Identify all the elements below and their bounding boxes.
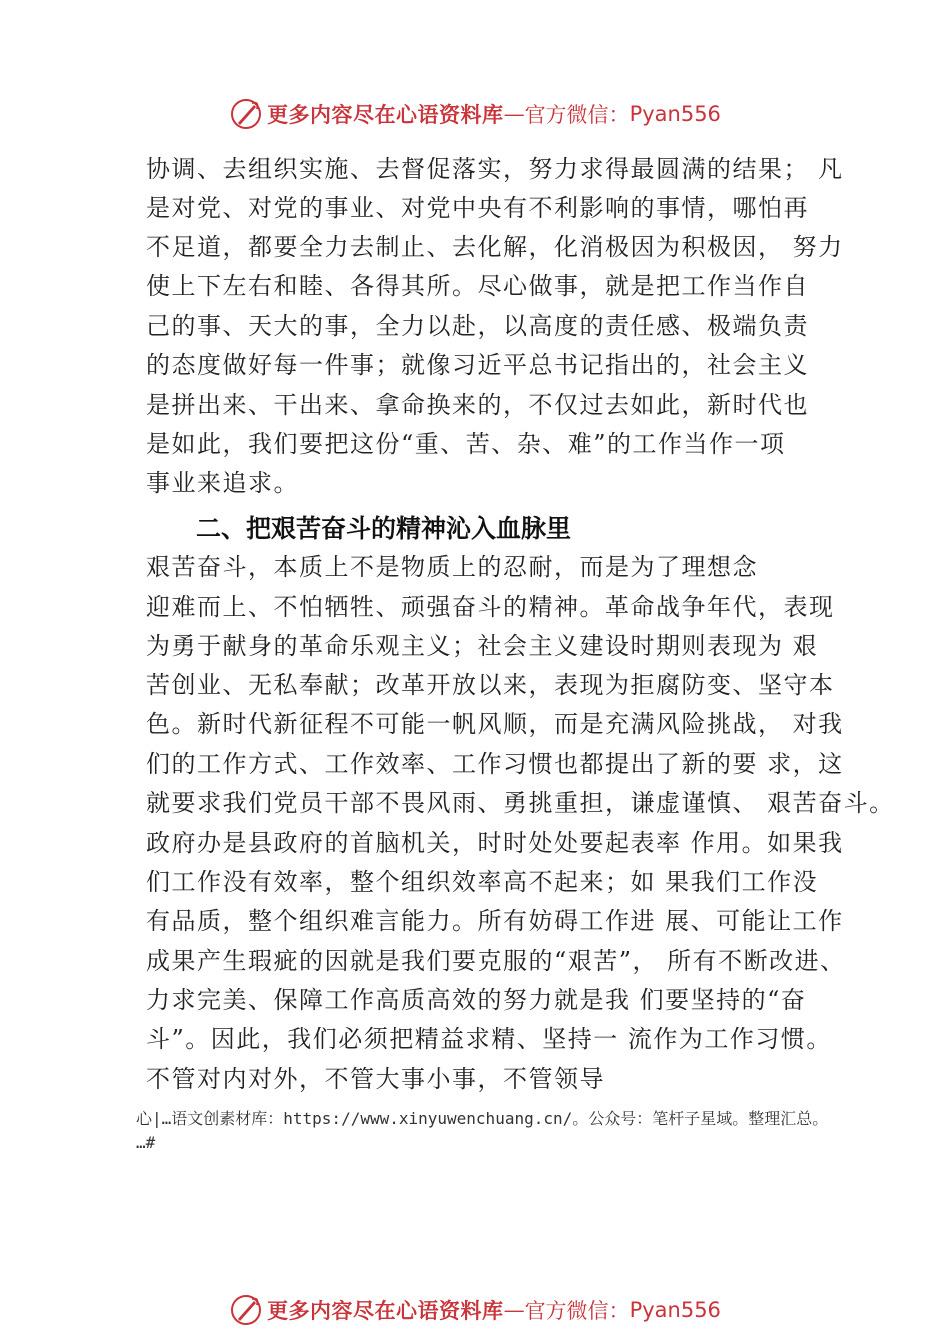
banner-brand: 更多内容尽在心语资料库	[267, 102, 504, 127]
text-line: 成果产生瑕疵的因就是我们要克服的“艰苦”， 所有不断改进、	[146, 947, 846, 975]
text-line: 迎难而上、不怕牺牲、顽强奋斗的精神。革命战争年代，表现	[146, 593, 835, 621]
text-line: 们工作没有效率，整个组织效率高不起来；如 果我们工作没	[146, 868, 819, 896]
quill-pen-logo-icon	[229, 97, 263, 131]
text-line: 们的工作方式、工作效率、工作习惯也都提出了新的要 求，这	[146, 750, 844, 778]
source-note-line-1: 心|…语文创素材库：https://www.xinyuwenchuang.cn/。公众号：笔杆子星域。整理汇总。	[136, 1109, 829, 1128]
banner-dash: —	[503, 1298, 525, 1322]
banner-brand: 更多内容尽在心语资料库	[267, 1298, 504, 1323]
text-line: 力求完美、保障工作高质高效的努力就是我 们要坚持的“奋	[146, 986, 807, 1014]
text-line: 是拼出来、干出来、拿命换来的，不仅过去如此，新时代也	[146, 391, 809, 419]
text-line: 使上下左右和睦、各得其所。尽心做事，就是把工作当作自	[146, 272, 809, 300]
text-line: 是对党、对党的事业、对党中央有不利影响的事情，哪怕再	[146, 194, 809, 222]
text-line: 就要求我们党员干部不畏风雨、勇挑重担，谦虚谨慎、 艰苦奋斗。	[146, 789, 895, 817]
text-line: 是如此，我们要把这份“重、苦、杂、难”的工作当作一项	[146, 430, 786, 458]
banner-wechat-label: 官方微信：	[524, 103, 630, 127]
text-line: 不足道，都要全力去制止、去化解，化消极因为积极因， 努力	[146, 233, 844, 261]
banner-wechat-label: 官方微信：	[524, 1299, 630, 1323]
source-note-line-2: …#	[136, 1133, 156, 1152]
text-line: 不管对内对外，不管大事小事，不管领导	[146, 1065, 605, 1093]
banner-wechat-id: Pyan556	[629, 1298, 721, 1322]
header-banner	[0, 94, 950, 134]
text-line: 协调、去组织实施、去督促落实，努力求得最圆满的结果； 凡	[146, 155, 844, 183]
text-line: 政府办是县政府的首脑机关，时时处处要起表率 作用。如果我	[146, 829, 844, 857]
text-line: 色。新时代新征程不可能一帆风顺，而是充满风险挑战， 对我	[146, 710, 844, 738]
text-line: 己的事、天大的事，全力以赴，以高度的责任感、极端负责	[146, 312, 809, 340]
text-line: 事业来追求。	[146, 469, 299, 497]
text-line: 有品质，整个组织难言能力。所有妨碍工作进 展、可能让工作	[146, 907, 844, 935]
text-line: 苦创业、无私奉献；改革开放以来，表现为拒腐防变、坚守本	[146, 671, 835, 699]
banner-wechat-id: Pyan556	[629, 102, 721, 126]
banner-dash: —	[503, 102, 525, 126]
text-line: 斗”。因此，我们必须把精益求精、坚持一 流作为工作习惯。	[146, 1025, 832, 1053]
text-line: 的态度做好每一件事；就像习近平总书记指出的，社会主义	[146, 351, 809, 379]
footer-banner	[0, 1290, 950, 1330]
quill-pen-logo-icon	[229, 1293, 263, 1327]
section-heading: 二、把艰苦奋斗的精神沁入血脉里	[196, 514, 572, 543]
text-line: 为勇于献身的革命乐观主义；社会主义建设时期则表现为 艰	[146, 632, 819, 660]
text-line: 艰苦奋斗，本质上不是物质上的忍耐，而是为了理想念	[146, 553, 758, 581]
